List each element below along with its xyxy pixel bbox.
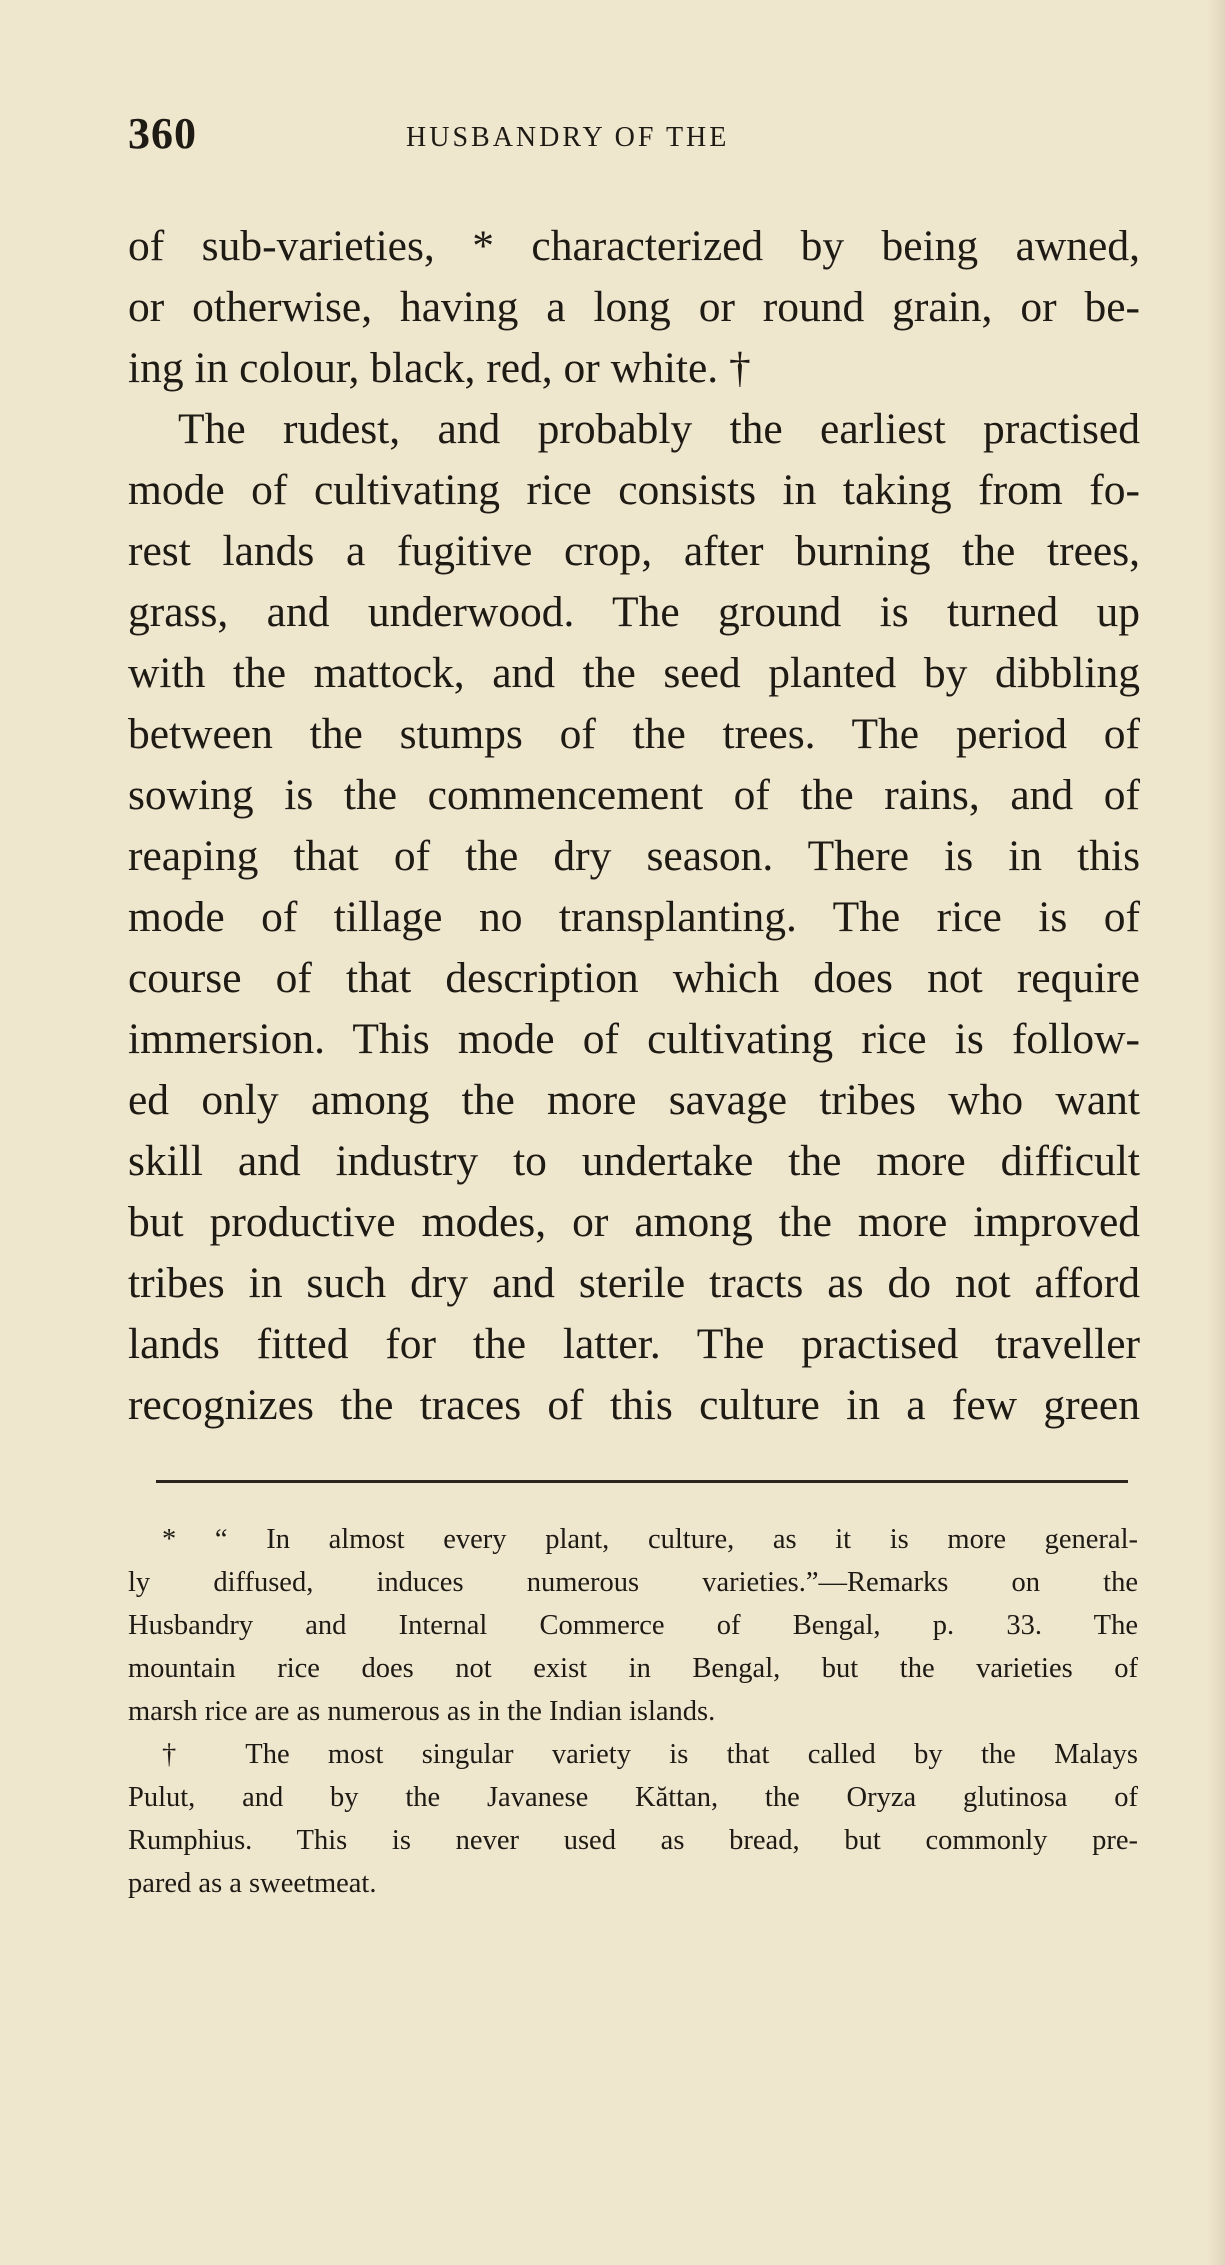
- footnote-line: Rumphius. This is never used as bread, but commonly pre-: [128, 1825, 1138, 1856]
- text-line: lands fitted for the latter. The practised traveller: [128, 1320, 1140, 1368]
- page-header: [128, 108, 1118, 168]
- footnotes: [128, 1518, 1138, 1905]
- text-line: tribes in such dry and sterile tracts as do not afford: [128, 1259, 1140, 1307]
- text-line: grass, and underwood. The ground is turned up: [128, 588, 1140, 636]
- text-line: with the mattock, and the seed planted by dibbling: [128, 649, 1140, 697]
- footnote-line: pared as a sweetmeat.: [128, 1868, 377, 1899]
- footnote-line: mountain rice does not exist in Bengal, but the varieties of: [128, 1653, 1138, 1684]
- footnote-line: marsh rice are as numerous as in the Indian islands.: [128, 1696, 716, 1727]
- text-line: mode of cultivating rice consists in taking from fo-: [128, 466, 1140, 514]
- footnote-line: * “ In almost every plant, culture, as it is more general-: [162, 1524, 1138, 1555]
- text-line: between the stumps of the trees. The period of: [128, 710, 1140, 758]
- text-line: recognizes the traces of this culture in a few green: [128, 1381, 1140, 1429]
- text-line: reaping that of the dry season. There is in this: [128, 832, 1140, 880]
- text-line: of sub-varieties, * characterized by being awned,: [128, 222, 1140, 270]
- footnote-line: † The most singular variety is that called by the Malays: [162, 1739, 1138, 1770]
- text-line: ed only among the more savage tribes who want: [128, 1076, 1140, 1124]
- footnote-line: ly diffused, induces numerous varieties.”—Remarks on the: [128, 1567, 1138, 1598]
- footnote-line: Pulut, and by the Javanese Kăttan, the Oryza glutinosa of: [128, 1782, 1138, 1813]
- running-title: HUSBANDRY OF THE: [406, 122, 730, 153]
- text-line: The rudest, and probably the earliest practised: [178, 405, 1140, 453]
- text-line: immersion. This mode of cultivating rice is follow-: [128, 1015, 1140, 1063]
- text-line: mode of tillage no transplanting. The rice is of: [128, 893, 1140, 941]
- text-line: sowing is the commencement of the rains, and of: [128, 771, 1140, 819]
- text-line: but productive modes, or among the more improved: [128, 1198, 1140, 1246]
- footnote-divider: [156, 1480, 1128, 1483]
- footnote-line: Husbandry and Internal Commerce of Bengal, p. 33. The: [128, 1610, 1138, 1641]
- text-line: course of that description which does not require: [128, 954, 1140, 1002]
- text-line: ing in colour, black, red, or white. †: [128, 344, 751, 392]
- page-edge-shading: [1207, 0, 1225, 2265]
- text-line: rest lands a fugitive crop, after burning the trees,: [128, 527, 1140, 575]
- text-line: or otherwise, having a long or round grain, or be-: [128, 283, 1140, 331]
- text-line: skill and industry to undertake the more difficult: [128, 1137, 1140, 1185]
- page-number: 360: [128, 109, 197, 158]
- main-text: [128, 216, 1140, 1436]
